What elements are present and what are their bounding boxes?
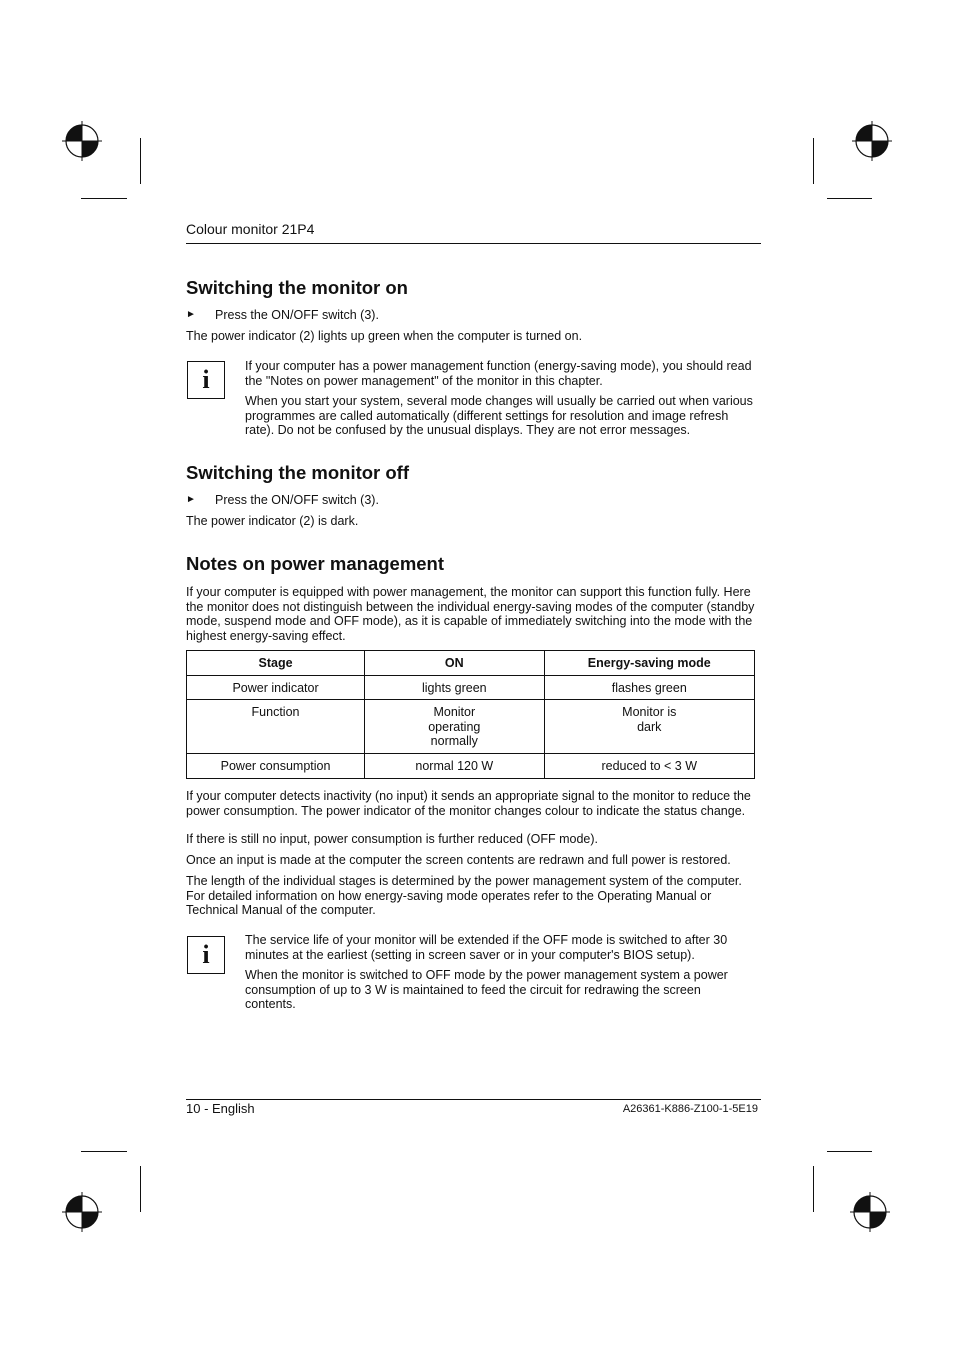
heading-power-management: Notes on power management — [186, 553, 445, 574]
table-header-row — [187, 651, 755, 676]
crop-line — [81, 198, 127, 199]
info-note-off-mode-power: When the monitor is switched to OFF mode by the power management system a power consumption of up to 3 W is maintained to feed the circuit for redrawing the screen contents. — [245, 968, 728, 1012]
info-note-service-life: The service life of your monitor will be extended if the OFF mode is switched to after 30 minutes at the earliest (setting in screen saver or in your computer's BIOS setup). — [245, 933, 728, 962]
paragraph-off-mode: If there is still no input, power consumption is further reduced (OFF mode). — [186, 832, 598, 846]
table-cell: normal 120 W — [365, 753, 544, 778]
table-row — [187, 753, 755, 778]
info-note-mode-changes: When you start your system, several mode changes will usually be carried out when various programmes are called automatically (different settings for resolution and image refresh rate). Do not be confused by the unusual displays. They are not error messages. — [245, 394, 753, 438]
power-management-intro: If your computer is equipped with power management, the monitor can support this function fully. Here the monitor does not distinguish between the individual energy-saving modes of the computer (standby mode, suspend mode and OFF mode), as it is capable of immediately switching into the mode with the highest energy-saving effect. — [186, 585, 755, 643]
header-rule — [186, 243, 761, 244]
table-header-cell: Stage — [187, 651, 365, 676]
paragraph-stage-length: The length of the individual stages is determined by the power management system of the computer. For detailed information on how energy-saving mode operates refer to the Operating Manual or Technical Manual of the computer. — [186, 874, 742, 918]
step-text: Press the ON/OFF switch (3). — [215, 308, 379, 322]
crop-line — [813, 1166, 814, 1212]
table-cell: flashes green — [544, 675, 754, 700]
registration-mark-icon — [852, 121, 892, 161]
table-header-cell: Energy-saving mode — [544, 651, 754, 676]
registration-mark-icon — [62, 121, 102, 161]
running-header: Colour monitor 21P4 — [186, 221, 315, 237]
footer-rule — [186, 1099, 761, 1100]
info-note-power-management: If your computer has a power management function (energy-saving mode), you should read the "Notes on power management" of the monitor in this chapter. — [245, 359, 752, 388]
paragraph-restore: Once an input is made at the computer the screen contents are redrawn and full power is restored. — [186, 853, 731, 867]
paragraph-inactivity: If your computer detects inactivity (no input) it sends an appropriate signal to the monitor to reduce the power consumption. The power indicator of the monitor changes colour to indicate the status change. — [186, 789, 751, 818]
info-icon: i — [187, 936, 225, 974]
table-cell: Power consumption — [187, 753, 365, 778]
table-cell: lights green — [365, 675, 544, 700]
power-management-table — [186, 650, 755, 779]
registration-mark-icon — [62, 1192, 102, 1232]
crop-line — [81, 1151, 127, 1152]
step-text: Press the ON/OFF switch (3). — [215, 493, 379, 507]
table-cell: Power indicator — [187, 675, 365, 700]
crop-line — [827, 1151, 872, 1152]
table-row — [187, 700, 755, 754]
page-number: 10 - English — [186, 1101, 255, 1116]
bullet-arrow-icon: ► — [186, 309, 196, 320]
crop-line — [813, 138, 814, 184]
table-cell: Function — [187, 700, 365, 754]
result-switch-on: The power indicator (2) lights up green when the computer is turned on. — [186, 329, 583, 343]
registration-mark-icon — [850, 1192, 890, 1232]
crop-line — [140, 1166, 141, 1212]
crop-line — [827, 198, 872, 199]
heading-switching-on: Switching the monitor on — [186, 277, 408, 298]
document-number: A26361-K886-Z100-1-5E19 — [622, 1103, 758, 1115]
heading-switching-off: Switching the monitor off — [186, 462, 410, 483]
table-cell: Monitor operating normally — [365, 700, 544, 754]
table-header-cell: ON — [365, 651, 544, 676]
table-cell: Monitor is dark — [544, 700, 754, 754]
table-cell: reduced to < 3 W — [544, 753, 754, 778]
bullet-arrow-icon: ► — [186, 494, 196, 505]
result-switch-off: The power indicator (2) is dark. — [186, 514, 359, 528]
table-row — [187, 675, 755, 700]
crop-line — [140, 138, 141, 184]
info-icon: i — [187, 361, 225, 399]
